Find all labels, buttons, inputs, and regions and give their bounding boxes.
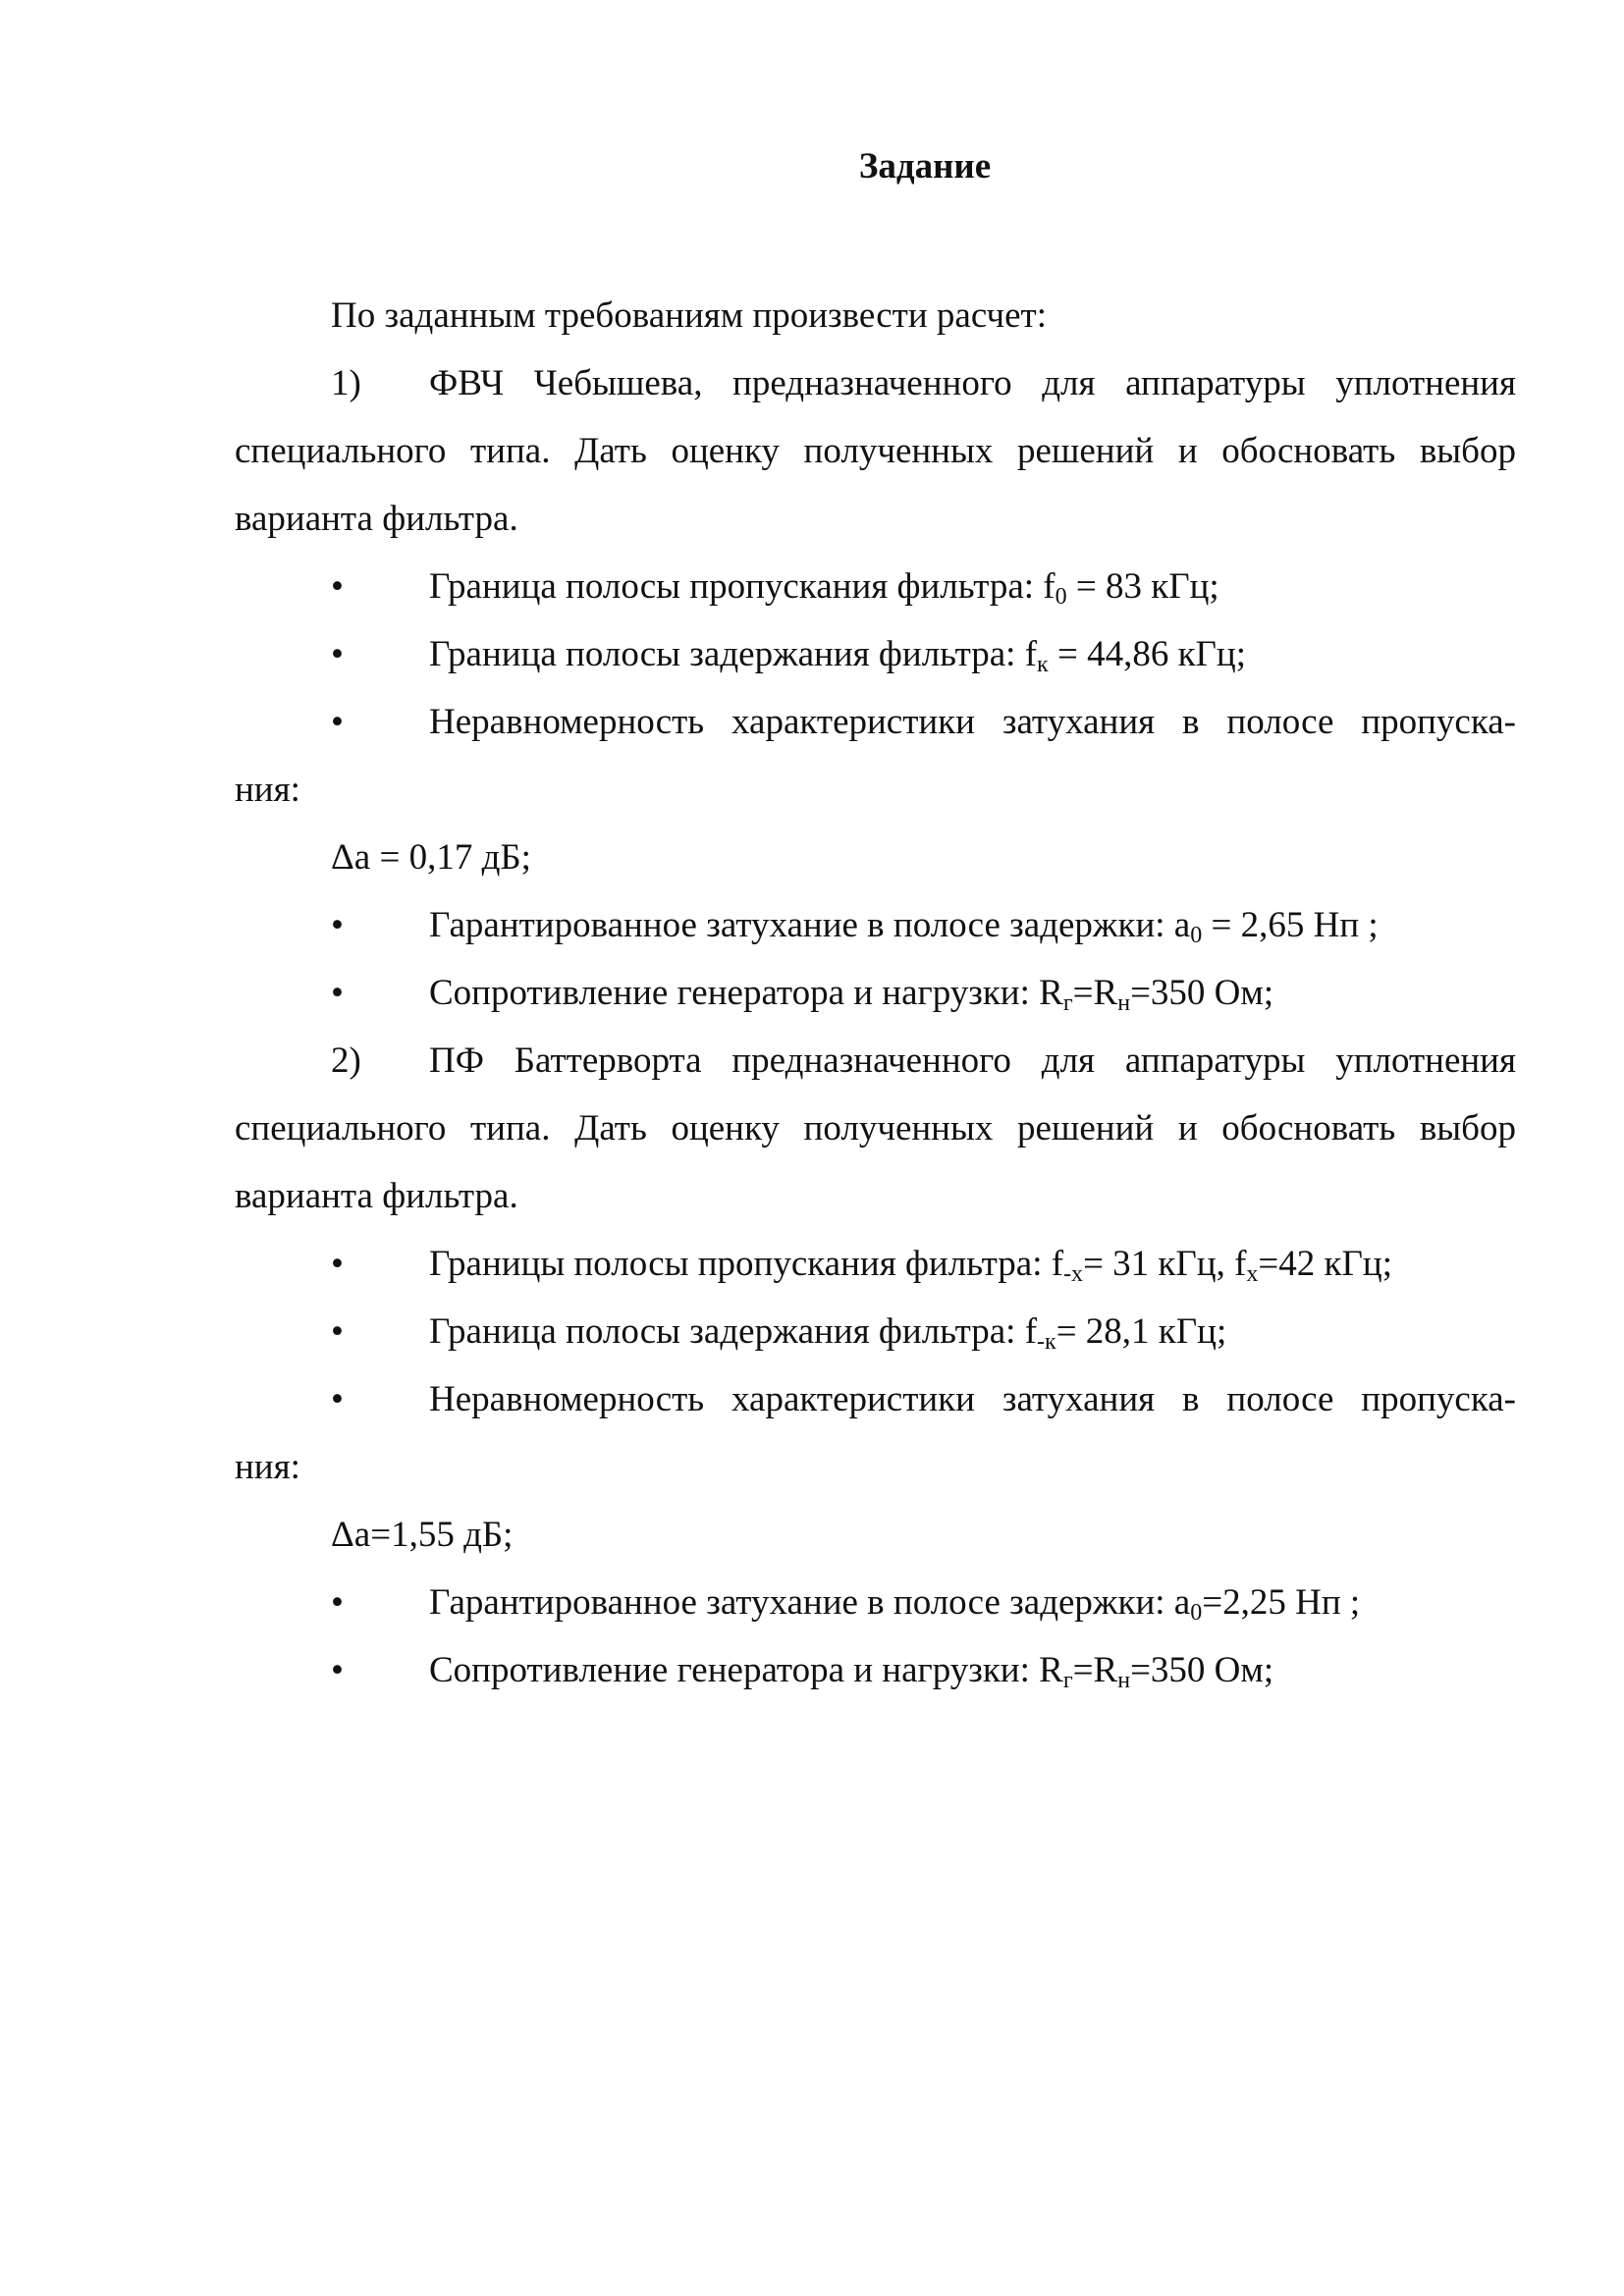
bullet-item <box>235 891 1516 959</box>
bullet-text: Граница полосы пропускания фильтра: $f_0 = 83$ кГц; <box>429 566 1219 610</box>
bullet-text: Неравномерность характеристики затухания в полосе пропуска- <box>429 702 1516 742</box>
bullet-icon <box>331 1569 344 1636</box>
bullet-text: Граница полосы задержания фильтра: $f_к = 44,86$ кГц; <box>429 634 1247 677</box>
task-item-1-number: 1) <box>331 363 361 403</box>
bullet-icon <box>331 553 344 620</box>
bullet-icon <box>331 891 344 959</box>
bullet-icon <box>331 1365 344 1433</box>
bullet-item <box>235 1636 1516 1704</box>
bullet-text: Граница полосы задержания фильтра: $f_{-к}= 28,1$ кГц; <box>429 1311 1227 1355</box>
bullet-item <box>235 620 1516 688</box>
intro-paragraph: По заданным требованиям произвести расчет: <box>331 295 1047 336</box>
bullet-icon <box>331 620 344 688</box>
bullet-icon <box>331 1230 344 1298</box>
bullet-icon <box>331 1298 344 1365</box>
bullet-item <box>235 1298 1516 1365</box>
bullet-text: Границы полосы пропускания фильтра: $f_{-х}= 31$ кГц, $f_х=42$ кГц; <box>429 1244 1392 1287</box>
delta-value: Δа=1,55 дБ; <box>331 1515 514 1555</box>
bullet-item <box>235 1365 1516 1433</box>
task-item-1 <box>235 349 1516 417</box>
task-item-1-line-1: ФВЧ Чебышева, предназначенного для аппаратуры уплотнения <box>429 363 1516 403</box>
bullet-item <box>235 1569 1516 1636</box>
page-title: Задание <box>858 146 992 187</box>
task-item-1-line-2: специального типа. Дать оценку полученных решений и обосновать выбор <box>235 431 1516 471</box>
bullet-item <box>235 688 1516 756</box>
task-item-1-cont <box>235 417 1516 485</box>
delta-value: Δа = 0,17 дБ; <box>331 837 531 878</box>
bullet-item <box>235 553 1516 620</box>
task-item-2-line-3: варианта фильтра. <box>235 1176 518 1216</box>
task-item-2-line-2: специального типа. Дать оценку полученных решений и обосновать выбор <box>235 1108 1516 1148</box>
bullet-text-continuation: ния: <box>235 770 300 810</box>
bullet-icon <box>331 688 344 756</box>
document-body <box>235 282 1516 1704</box>
task-item-2 <box>235 1027 1516 1095</box>
task-item-2-number: 2) <box>331 1041 361 1081</box>
bullet-text: Неравномерность характеристики затухания в полосе пропуска- <box>429 1379 1516 1419</box>
bullet-text-continuation: ния: <box>235 1447 300 1487</box>
task-item-2-line-1: ПФ Баттерворта предназначенного для аппаратуры уплотнения <box>429 1041 1516 1081</box>
bullet-item <box>235 1230 1516 1298</box>
bullet-item <box>235 959 1516 1027</box>
task-item-2-cont <box>235 1095 1516 1162</box>
bullet-text: Сопротивление генератора и нагрузки: $R_г=R_н=350$ Ом; <box>429 1650 1274 1693</box>
bullet-text: Гарантированное затухание в полосе задержки: $а_0=2,25$ Нп ; <box>429 1582 1361 1626</box>
bullet-text: Сопротивление генератора и нагрузки: $R_г=R_н=350$ Ом; <box>429 973 1274 1016</box>
task-item-1-line-3: варианта фильтра. <box>235 499 518 539</box>
bullet-text: Гарантированное затухание в полосе задержки: $а_0 = 2,65$ Нп ; <box>429 905 1379 948</box>
bullet-icon <box>331 959 344 1027</box>
bullet-icon <box>331 1636 344 1704</box>
